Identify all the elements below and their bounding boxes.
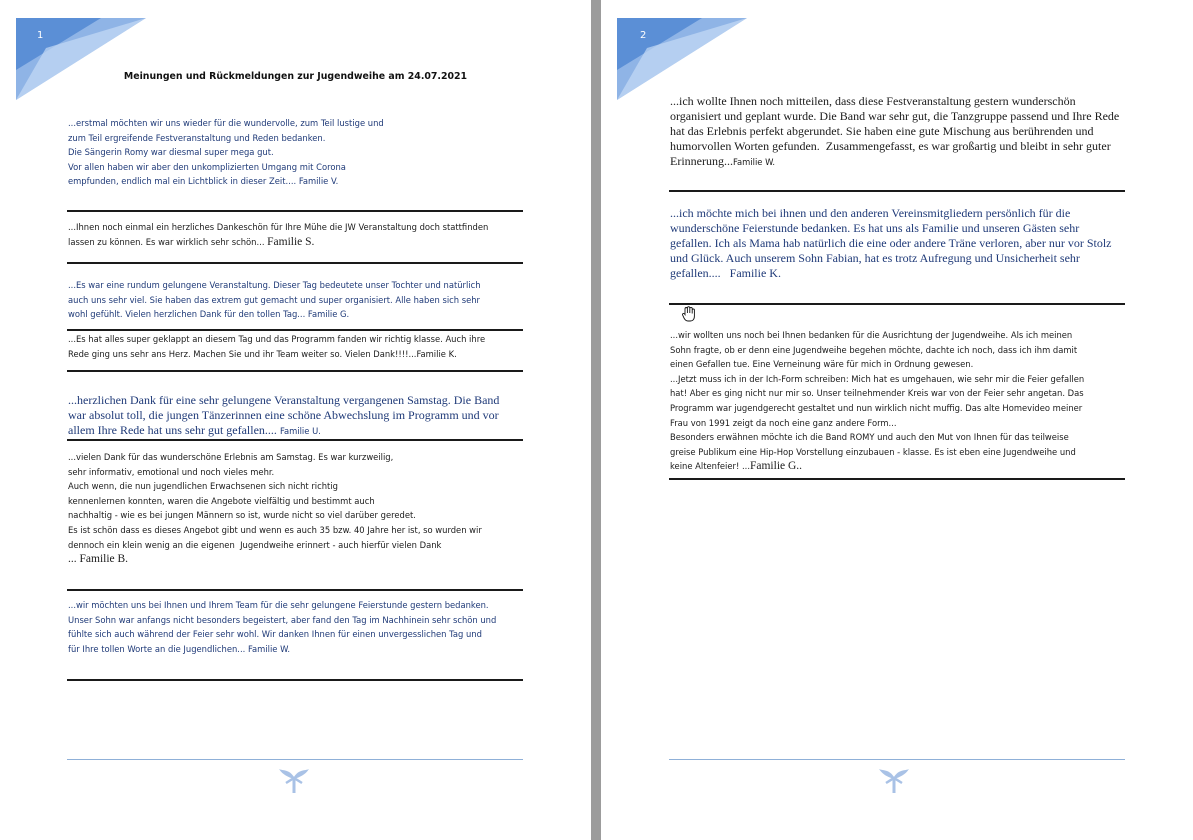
separator-rule <box>67 439 523 441</box>
entry-familie-w-2: ...ich wollte Ihnen noch mitteilen, dass diese Festveranstaltung gestern wunderschön organisiert und geplant wurde. Die Band war sehr gut, die Tanzgruppe passend und Ihre Rede hat das Erlebnis perfekt abgerundet. Sie haben eine gute Mischung aus berührenden und humorvollen Worten gefunden. Zusammengefasst, es war großartig und bleibt in sehr guter Erinnerung...Familie W. <box>670 94 1120 168</box>
separator-rule <box>67 679 523 681</box>
entry-familie-g-2: ...wir wollten uns noch bei Ihnen bedanken für die Ausrichtung der Jugendweihe. Als ich meinen Sohn fragte, ob er denn eine Jugendweihe begehen möchte, dachte ich noch, dass ich ihm damit einen Gefallen tue. Eine Verneinung wäre für mich in Ordnung gewesen. ...Jetzt muss ich in der Ich-Form schreiben: Mich hat es umgehauen, wie sehr mir die Feier gefallen hat! Aber es ging nicht nur mir so. Unser teilnehmender Kreis war von der Feier sehr angetan. Das Programm war jugendgerecht gestaltet und nun wirklich nicht muffig. Das alte Homevideo meiner Frau von 1991 zeigt da noch eine ganz andere Form... Besonders erwähnen möchte ich die Band ROMY und auch den Mut von Ihnen für das teilweise greise Publikum eine Hip-Hop Vorstellung einzubauen - klasse. Es ist eben eine Jugendweihe und keine Altenfeier! ...Familie G.. <box>670 330 1085 473</box>
page-number: 2 <box>640 30 647 41</box>
separator-rule <box>67 262 523 264</box>
separator-rule <box>67 370 523 372</box>
footer-line <box>67 759 523 760</box>
entry-familie-g: ...Es war eine rundum gelungene Veranstaltung. Dieser Tag bedeutete unser Tochter und natürlich auch uns sehr viel. Sie haben das extrem gut gemacht und super organisiert. Alle haben sich sehr wohl gefühlt. Vielen herzlichen Dank für den tollen Tag... Familie G. <box>68 280 481 320</box>
entry-familie-k: ...Es hat alles super geklappt an diesem Tag und das Programm fanden wir richtig klasse. Auch ihre Rede ging uns sehr ans Herz. Machen Sie und ihr Team weiter so. Vielen Dank!!!!...Familie K. <box>68 334 486 359</box>
entry-familie-b: ...vielen Dank für das wunderschöne Erlebnis am Samstag. Es war kurzweilig, sehr informativ, emotional und noch vieles mehr. Auch wenn, die nun jugendlichen Erwachsenen sich nicht richtig kennenlernen konnten, waren die Angebote vielfältig und bestimmt auch nachhaltig - wie es bei jungen Männern so ist, wurde nicht so viel darüber geredet. Es ist schön dass es dieses Angebot gibt und wenn es auch 35 bzw. 40 Jahre her ist, so wurden wir dennoch ein klein wenig an die eigenen Jugendweihe erinnert - auch hierfür vielen Dank ... Familie B. <box>68 452 482 566</box>
separator-rule <box>67 589 523 591</box>
footer-line <box>669 759 1125 760</box>
entry-familie-u: ...herzlichen Dank für eine sehr gelungene Veranstaltung vergangenen Samstag. Die Band war absolut toll, die jungen Tänzerinnen eine schöne Abwechslung im Programm und vor allem Ihre Rede hat uns sehr gut gefallen.... Familie U. <box>68 393 500 437</box>
separator-rule <box>669 478 1125 480</box>
page-number: 1 <box>37 30 44 41</box>
document-title: Meinungen und Rückmeldungen zur Jugendweihe am 24.07.2021 <box>123 71 468 82</box>
entry-familie-k-2: ...ich möchte mich bei ihnen und den anderen Vereinsmitgliedern persönlich für die wunderschöne Feierstunde bedanken. Es hat uns als Familie und unseren Gästen sehr gefallen. Ich als Mama hab natürlich die eine oder andere Träne verloren, aber nur vor Stolz und Glück. Auch unserem Sohn Fabian, hat es trotz Aufregung und Unsicherheit sehr gefallen.... Familie K. <box>670 206 1112 280</box>
separator-rule <box>669 190 1125 192</box>
separator-rule <box>669 303 1125 305</box>
entry-familie-v: ...erstmal möchten wir uns wieder für die wundervolle, zum Teil lustige und zum Teil ergreifende Festveranstaltung und Reden bedanken. Die Sängerin Romy war diesmal super mega gut. Vor allen haben wir aber den unkomplizierten Umgang mit Corona empfunden, endlich mal ein Lichtblick in dieser Zeit.... Familie V. <box>68 118 384 187</box>
footer-logo-icon <box>279 767 309 793</box>
document-page-1 <box>0 0 591 840</box>
separator-rule <box>67 210 523 212</box>
separator-rule <box>67 329 523 331</box>
hand-cursor-icon <box>682 306 696 322</box>
footer-logo-icon <box>879 767 909 793</box>
entry-familie-s: ...Ihnen noch einmal ein herzliches Dankeschön für Ihre Mühe die JW Veranstaltung doch stattfinden lassen zu können. Es war wirklich sehr schön... Familie S. <box>68 222 489 248</box>
document-page-2 <box>601 0 1193 840</box>
entry-familie-w: ...wir möchten uns bei Ihnen und Ihrem Team für die sehr gelungene Feierstunde gestern bedanken. Unser Sohn war anfangs nicht besonders begeistert, aber fand den Tag im Nachhinein sehr schön und fühlte sich auch während der Feier sehr wohl. Wir danken Ihnen für einen unvergesslichen Tag und für Ihre tollen Worte an die Jugendlichen... Familie W. <box>68 600 497 654</box>
